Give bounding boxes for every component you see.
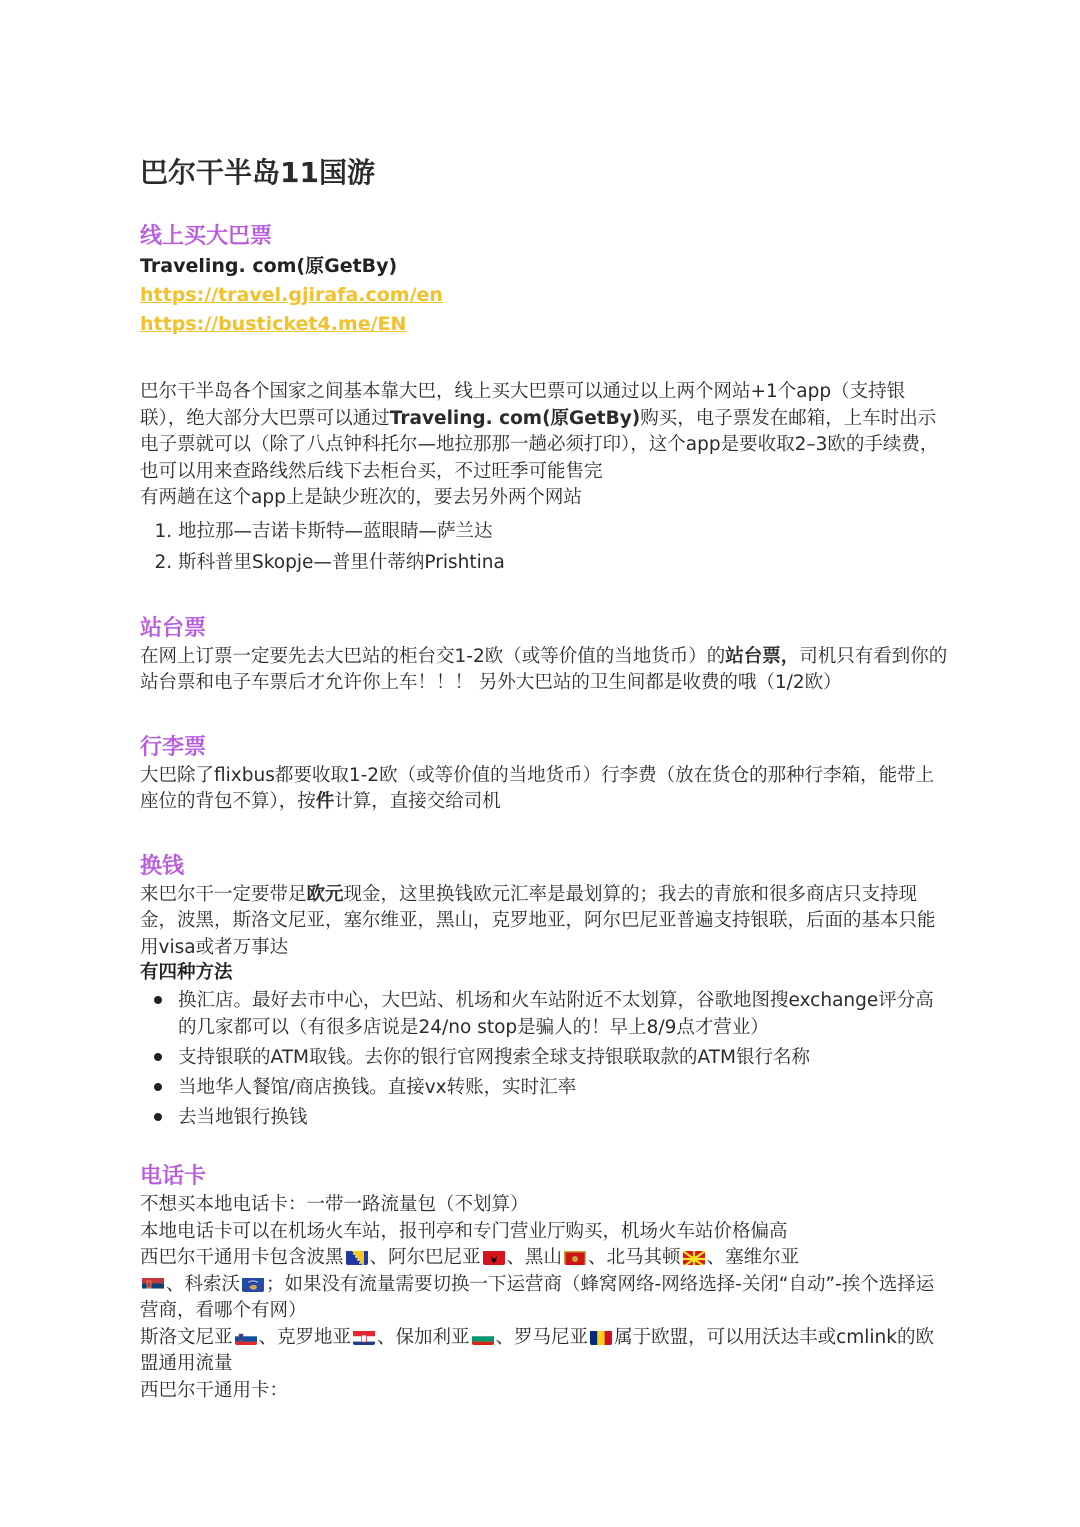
luggage-text-b: 计算，直接交给司机 [334,791,501,812]
eu-bulgaria: 、保加利亚 [377,1326,470,1348]
platform-paragraph [140,644,950,697]
wb-montenegro: 、黑山 [506,1247,563,1268]
wb-albania: 、阿尔巴尼亚 [369,1247,481,1268]
platform-text-a: 在网上订票一定要先去大巴站的柜台交1-2欧（或等价值的当地货币）的 [140,645,726,667]
sim-line-2: 本地电话卡可以在机场火车站，报刊亭和专门营业厅购买，机场火车站价格偏高 [140,1220,788,1242]
eu-croatia: 、克罗地亚 [258,1326,352,1348]
bus-paragraph-text-b: 购买，电子票发在邮箱，上车时出示电子票就可以（除了八点钟科托尔—地拉那那一趟必须打印），这个app是要收取2–3欧的手续费，也可以用来查路线然后线下去柜台买，不过旺季可能售完 [140,407,939,482]
route-item: 2. 斯科普里Skopje—普里什蒂纳Prishtina [178,547,950,578]
method-item [178,987,950,1041]
document-page [140,150,950,1404]
wb-prefix: 西巴尔干通用卡包含波黑 [140,1247,344,1268]
site-name: Traveling. com(原GetBy) [140,255,398,277]
link-gjirafa[interactable]: https://travel.gjirafa.com/en [140,284,443,306]
slovenia-flag-icon [235,1329,257,1345]
methods-list [140,987,950,1131]
bus-paragraph-bold: Traveling. com(原GetBy) [389,407,641,429]
bullet-icon [154,1083,162,1091]
serbia-flag-icon [142,1276,164,1292]
luggage-text-a: 大巴除了flixbus都要收取1-2欧（或等价值的当地货币）行李费（放在货仓的那种行李箱，能带上座位的背包不算），按 [140,764,935,812]
section-heading-sim: 电话卡 [140,1164,207,1189]
montenegro-flag-icon [564,1249,586,1265]
section-heading-money: 换钱 [140,853,185,879]
method-text: 支持银联的ATM取钱。去你的银行官网搜索全球支持银联取款的ATM银行名称 [178,1047,810,1068]
sim-last-line: 西巴尔干通用卡： [140,1379,289,1401]
money-text-b: 现金，这里换钱欧元汇率是最划算的；我去的青旅和很多商店只支持现金，波黑，斯洛文尼亚，塞尔维亚，黑山，克罗地亚，阿尔巴尼亚普遍支持银联，后面的基本只能用visa或者万事达 [140,883,936,958]
platform-text-b: 司机只有看到你的站台票和电子车票后才允许你上车！！！ 另外大巴站的卫生间都是收费的哦（1/2欧） [140,645,948,693]
sim-line-1: 不想买本地电话卡：一带一路流量包（不划算） [140,1194,529,1215]
methods-label: 有四种方法 [140,962,233,983]
route-item: 1. 地拉那—吉诺卡斯特—蓝眼睛—萨兰达 [178,516,950,547]
eu-slovenia: 斯洛文尼亚 [140,1326,233,1348]
romania-flag-icon [590,1329,612,1345]
page-title: 巴尔干半岛11国游 [140,156,375,189]
wb-kosovo: 、科索沃 [166,1273,241,1295]
wb-serbia: 、塞维尔亚 [706,1247,800,1268]
bulgaria-flag-icon [472,1329,494,1345]
money-text-a: 来巴尔干一定要带足 [140,883,307,905]
macedonia-flag-icon [683,1249,705,1265]
money-paragraph [140,882,950,962]
sim-eu [140,1325,950,1378]
kosovo-flag-icon [242,1276,264,1292]
wb-macedonia: 、北马其顿 [588,1247,681,1268]
method-text: 换汇店。最好去市中心，大巴站、机场和火车站附近不太划算，谷歌地图搜exchange评分高的几家都可以（有很多店说是24/no stop是骗人的！早上8/9点才营业） [178,990,934,1038]
money-text-bold: 欧元 [306,883,344,905]
bus-paragraph [140,379,950,485]
luggage-paragraph [140,763,950,816]
bullet-icon [154,1113,162,1121]
section-heading-luggage: 行李票 [140,734,207,760]
platform-text-bold: 站台票， [725,645,800,667]
method-item [178,1074,950,1101]
wb-suffix: ；如果没有流量需要切换一下运营商（蜂窝网络-网络选择-关闭“自动”-挨个选择运营商，看哪个有网） [140,1273,935,1321]
albania-flag-icon [483,1249,505,1265]
method-text: 去当地银行换钱 [178,1107,308,1128]
method-item [178,1104,950,1131]
eu-suffix: 属于欧盟，可以用沃达丰或cmlink的欧盟通用流量 [140,1326,934,1374]
bullet-icon [154,1053,162,1061]
route-list [140,516,950,578]
croatia-flag-icon [353,1329,375,1345]
method-item [178,1044,950,1071]
section-heading-bus: 线上买大巴票 [140,224,273,249]
bus-note: 有两趟在这个app上是缺少班次的，要去另外两个网站 [140,487,582,508]
link-busticket4me[interactable]: https://busticket4.me/EN [140,313,407,335]
sim-western-balkan [140,1245,950,1325]
method-text: 当地华人餐馆/商店换钱。直接vx转账，实时汇率 [178,1077,577,1098]
luggage-text-bold: 件 [315,791,335,812]
eu-romania: 、罗马尼亚 [495,1326,589,1348]
section-heading-platform: 站台票 [140,615,207,641]
bus-paragraph-text-a: 巴尔干半岛各个国家之间基本靠大巴，线上买大巴票可以通过以上两个网站+1个app（支持银联），绝大部分大巴票可以通过 [140,381,906,429]
bullet-icon [154,996,162,1004]
bosnia-flag-icon [346,1249,368,1265]
